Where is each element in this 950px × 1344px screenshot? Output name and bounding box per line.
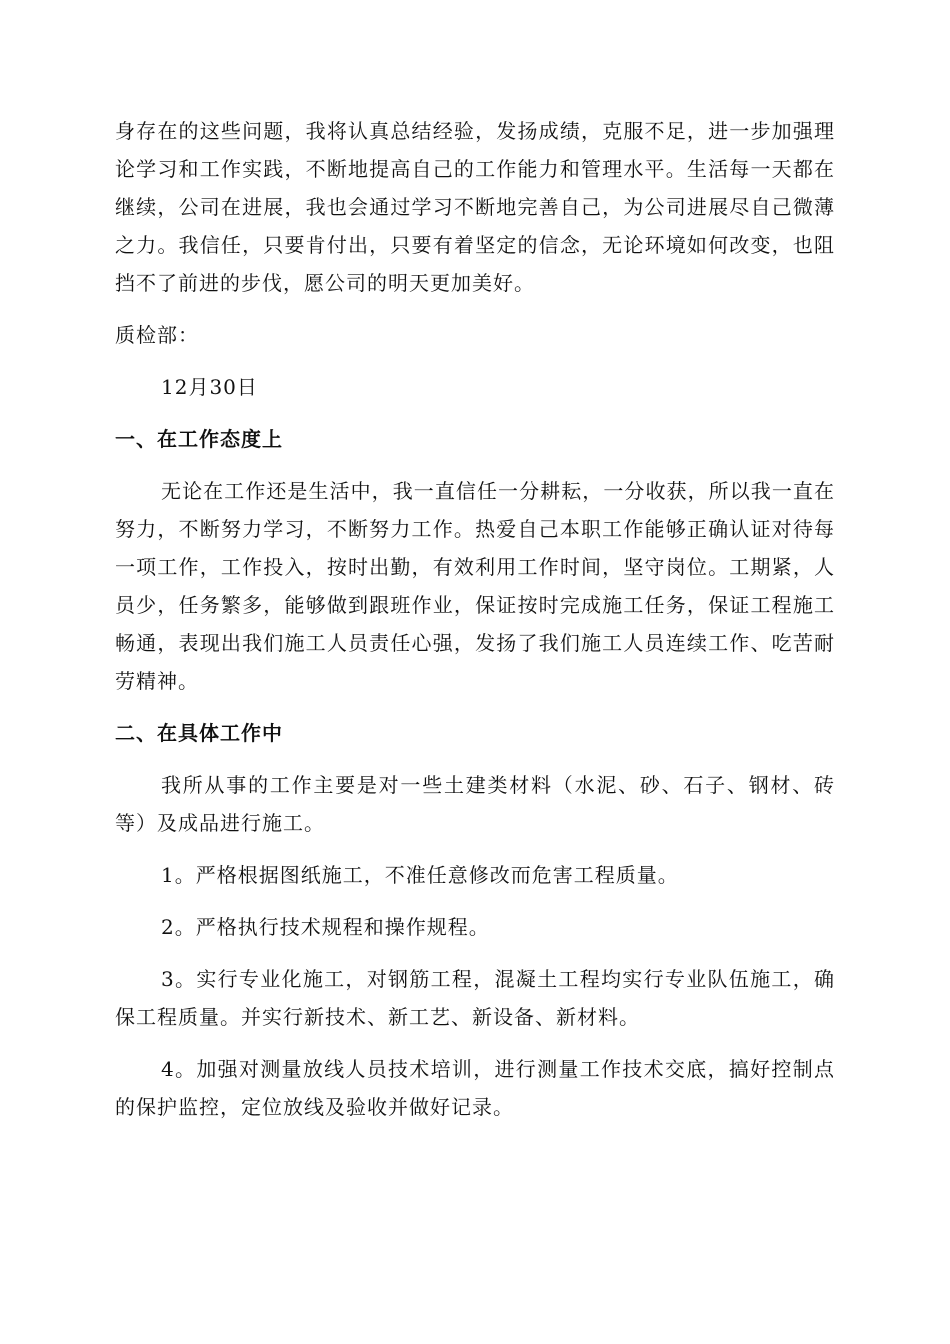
signature-date: 12月30日	[161, 375, 258, 399]
list-item-4: 4。加强对测量放线人员技术培训，进行测量工作技术交底，搞好控制点的保护监控，定位放线及验收并做好记录。	[115, 1057, 835, 1119]
list-item-2: 2。严格执行技术规程和操作规程。	[161, 915, 490, 939]
specific-work-intro: 我所从事的工作主要是对一些土建类材料（水泥、砂、石子、钢材、砖等）及成品进行施工。	[115, 773, 835, 835]
closing-paragraph: 身存在的这些问题，我将认真总结经验，发扬成绩，克服不足，进一步加强理论学习和工作实践，不断地提高自己的工作能力和管理水平。生活每一天都在继续，公司在进展，我也会通过学习不断地完善自己，为公司进展尽自己微薄之力。我信任，只要肯付出，只要有着坚定的信念，无论环境如何改变，也阻挡不了前进的步伐，愿公司的明天更加美好。	[115, 119, 835, 295]
document-body	[115, 112, 835, 1126]
work-attitude-paragraph: 无论在工作还是生活中，我一直信任一分耕耘，一分收获，所以我一直在努力，不断努力学习，不断努力工作。热爱自己本职工作能够正确认证对待每一项工作，工作投入，按时出勤，有效利用工作时间，坚守岗位。工期紧，人员少，任务繁多，能够做到跟班作业，保证按时完成施工任务，保证工程施工畅通，表现出我们施工人员责任心强，发扬了我们施工人员连续工作、吃苦耐劳精神。	[115, 479, 835, 693]
department-signature: 质检部：	[115, 323, 199, 347]
section-heading-work-attitude: 一、在工作态度上	[115, 427, 283, 451]
list-item-3: 3。实行专业化施工，对钢筋工程，混凝土工程均实行专业队伍施工，确保工程质量。并实行新技术、新工艺、新设备、新材料。	[115, 967, 835, 1029]
section-heading-specific-work: 二、在具体工作中	[115, 721, 283, 745]
list-item-1: 1。严格根据图纸施工，不准任意修改而危害工程质量。	[161, 863, 679, 887]
